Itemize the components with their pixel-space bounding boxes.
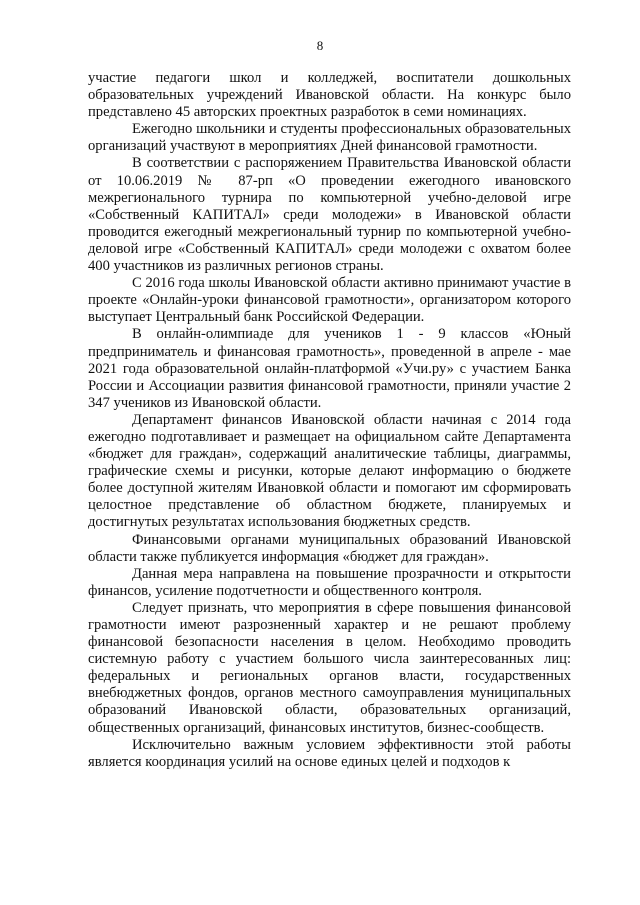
paragraph-contest-participants: участие педагоги школ и колледжей, воспитатели дошкольных образовательных учреждений Ивановской области. На конкурс было представлено 45 авторских проектных разработок в семи номинациях.: [88, 70, 571, 121]
body-text: [88, 70, 571, 771]
paragraph-capital-tournament: В соответствии с распоряжением Правительства Ивановской области от 10.06.2019 № 87-рп «О проведении ежегодного ивановского межрегионального турнира по компьютерной учебно-деловой игре «Собственный КАПИТАЛ» среди молодежи» в Ивановской области проводится ежегодный межрегиональный турнир по компьютерной учебно-деловой игре «Собственный КАПИТАЛ» среди молодежи с охватом более 400 участников из различных регионов страны.: [88, 155, 571, 275]
paragraph-coordination: Исключительно важным условием эффективности этой работы является координация усилий на основе единых целей и подходов к: [88, 736, 571, 770]
paragraph-municipal-publications: Финансовыми органами муниципальных образований Ивановской области также публикуется информация «бюджет для граждан».: [88, 531, 571, 565]
paragraph-budget-for-citizens: Департамент финансов Ивановской области начиная с 2014 года ежегодно подготавливает и размещает на официальном сайте Департамента «бюджет для граждан», содержащий аналитические таблицы, диаграммы, графические схемы и рисунки, которые делают информацию о бюджете более доступной жителям Ивановкой области и помогают им сформировать целостное представление об областном бюджете, планируемых и достигнутых результатах использования бюджетных средств.: [88, 411, 571, 531]
paragraph-transparency: Данная мера направлена на повышение прозрачности и открытости финансов, усиление подотчетности и общественного контроля.: [88, 565, 571, 599]
paragraph-online-lessons: С 2016 года школы Ивановской области активно принимают участие в проекте «Онлайн-уроки финансовой грамотности», организатором которого выступает Центральный банк Российской Федерации.: [88, 275, 571, 326]
paragraph-systemic-work: Следует признать, что мероприятия в сфере повышения финансовой грамотности имеют разрозненный характер и не решают проблему финансовой безопасности населения в целом. Необходимо проводить системную работу с участием большого числа заинтересованных лиц: федеральных и региональных органов власти, государственных внебюджетных фондов, органов местного самоуправления муниципальных образований Ивановской области, образовательных организаций, общественных организаций, финансовых институтов, бизнес-сообществ.: [88, 599, 571, 736]
paragraph-online-olympiad: В онлайн-олимпиаде для учеников 1 - 9 классов «Юный предприниматель и финансовая грамотность», проведенной в апреле - мае 2021 года образовательной онлайн-платформой «Учи.ру» с участием Банка России и Ассоциации развития финансовой грамотности, приняли участие 2 347 учеников из Ивановской области.: [88, 326, 571, 411]
paragraph-financial-literacy-days: Ежегодно школьники и студенты профессиональных образовательных организаций участвуют в мероприятиях Дней финансовой грамотности.: [88, 121, 571, 155]
page-number: 8: [316, 38, 324, 53]
